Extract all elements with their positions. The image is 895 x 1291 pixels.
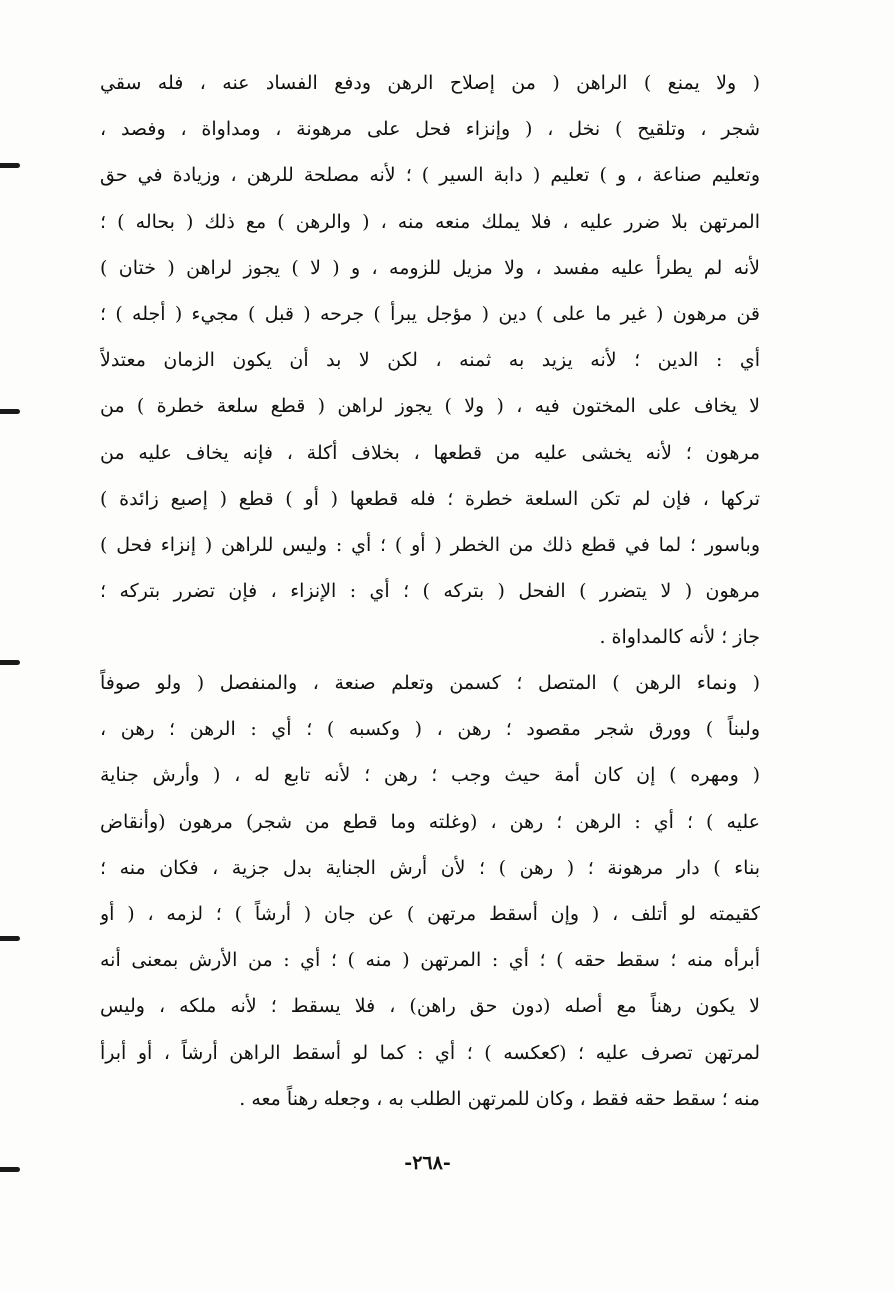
text-line: لا يكون رهناً مع أصله (دون حق راهن) ، فلا يسقط ؛ لأنه ملكه ، وليس [100,995,760,1018]
text-line: عليه ) ؛ أي : الرهن ؛ رهن ، (وغلته وما قطع من شجر) مرهون (وأنقاض [100,810,760,833]
margin-mark [0,660,20,665]
text-line: وتعليم صناعة ، و ) تعليم ( دابة السير ) ؛ لأنه مصلحة للرهن ، وزيادة في حق [100,164,760,187]
page-number: -٢٦٨- [404,1152,451,1174]
text-line: قن مرهون ( غير ما على ) دين ( مؤجل يبرأ ) جرحه ( قبل ) مجيء ( أجله ) ؛ [100,302,760,325]
paragraph-2 [100,660,760,1122]
text-line: لمرتهن تصرف عليه ؛ (كعكسه ) ؛ أي : كما لو أسقط الراهن أرشاً ، أو أبرأ [100,1041,760,1064]
text-line: أبرأه منه ؛ سقط حقه ) ؛ أي : المرتهن ( منه ) ؛ أي : من الأرش بمعنى أنه [100,949,760,972]
text-line: ( ومهره ) إن كان أمة حيث وجب ؛ رهن ؛ لأنه تابع له ، ( وأرش جناية [100,764,760,787]
text-line: مرهون ( لا يتضرر ) الفحل ( بتركه ) ؛ أي : الإنزاء ، فإن تضرر بتركه ؛ [100,580,760,603]
text-line: منه ؛ سقط حقه فقط ، وكان للمرتهن الطلب به ، وجعله رهناً معه . [239,1087,760,1110]
paragraph-1 [100,60,760,660]
text-line: مرهون ؛ لأنه يخشى عليه من قطعها ، بخلاف أكلة ، فإنه يخاف عليه من [100,441,760,464]
text-line: شجر ، وتلقيح ) نخل ، ( وإنزاء فحل على مرهونة ، ومداواة ، وفصد ، [100,118,760,141]
margin-mark [0,936,20,941]
text-line: أي : الدين ؛ لأنه يزيد به ثمنه ، لكن لا بد أن يكون الزمان معتدلاً [100,349,760,372]
text-line: ( ولا يمنع ) الراهن ( من إصلاح الرهن ودفع الفساد عنه ، فله سقي [100,72,760,94]
text-line: لا يخاف على المختون فيه ، ( ولا ) يجوز لراهن ( قطع سلعة خطرة ) من [100,395,760,418]
text-line: المرتهن بلا ضرر عليه ، فلا يملك منعه منه ، ( والرهن ) مع ذلك ( بحاله ) ؛ [100,210,760,233]
text-line: تركها ، فإن لم تكن السلعة خطرة ؛ فله قطعها ( أو ) قطع ( إصبع زائدة ) [100,487,760,510]
text-line: جاز ؛ لأنه كالمداواة . [599,626,760,649]
margin-mark [0,163,20,168]
margin-mark [0,409,20,414]
text-line: بناء ) دار مرهونة ؛ ( رهن ) ؛ لأن أرش الجناية بدل جزية ، فكان منه ؛ [100,856,760,879]
text-line: لأنه لم يطرأ عليه مفسد ، ولا مزيل للزومه ، و ( لا ) يجوز لراهن ( ختان ) [100,256,760,279]
text-line: كقيمته لو أتلف ، ( وإن أسقط مرتهن ) عن جان ( أرشاً ) ؛ لزمه ، ( أو [100,902,760,925]
text-line: وباسور ؛ لما في قطع ذلك من الخطر ( أو ) ؛ أي : وليس للراهن ( إنزاء فحل ) [100,533,760,556]
text-line: ولبناً ) وورق شجر مقصود ؛ رهن ، ( وكسبه ) ؛ أي : الرهن ؛ رهن ، [100,718,760,741]
text-line: ( ونماء الرهن ) المتصل ؛ كسمن وتعلم صنعة ، والمنفصل ( ولو صوفاً [100,672,760,694]
